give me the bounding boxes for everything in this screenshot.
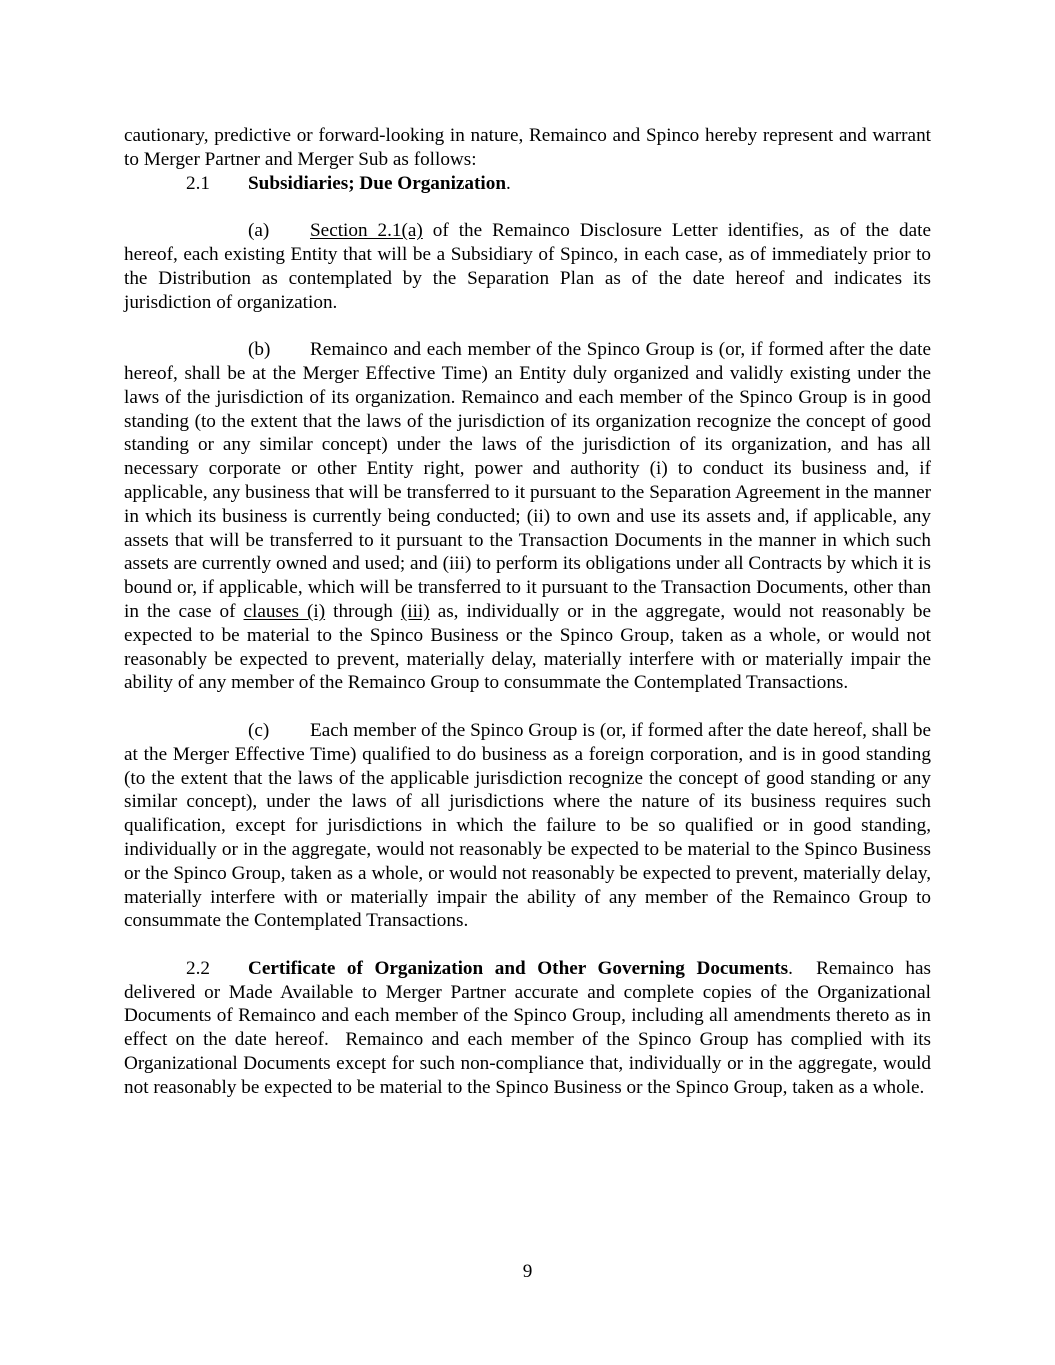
section-2-1-a-text: of the Remainco Disclosure Letter identifies, as of the date hereof, each existing Entity that will be a Subsidiary of Spinco, in each case, as of immediately prior to the Distribution as contemplated by the Separation Plan as of the date hereof and indicates its jurisdiction of organization.	[124, 220, 931, 313]
section-2-2-title-end: .	[788, 957, 793, 979]
section-2-1-c-label: (c)	[248, 719, 270, 741]
section-2-1-b-text-3: as, individually or in the aggregate, would not reasonably be expected to be material to the Spinco Business or the Spinco Group, taken as a whole, or would not reasonably be expected to prevent, materially delay, materially interfere with or materially impair the ability of any member of the Remainco Group to consummate the Contemplated Transactions.	[124, 600, 931, 694]
section-2-1-b-reference-2: (iii)	[400, 600, 430, 622]
section-2-1-number: 2.1	[186, 172, 210, 194]
section-2-2-paragraph	[124, 957, 936, 1100]
section-2-1-heading	[124, 172, 931, 196]
section-2-1-a-label: (a)	[248, 220, 270, 242]
section-2-1-a-reference: Section 2.1(a)	[310, 220, 423, 242]
section-2-1-title-end: .	[506, 172, 511, 194]
section-2-2-number: 2.2	[186, 957, 210, 979]
page-number: 9	[522, 1261, 533, 1282]
section-2-1-b-text-2: through	[325, 600, 401, 622]
section-2-1-a-paragraph	[124, 219, 931, 314]
section-2-1-b-text-1: Remainco and each member of the Spinco Group is (or, if formed after the date hereof, shall be at the Merger Effective Time) an Entity duly organized and validly existing under the laws of the jurisdiction of its organization. Remainco and each member of the Spinco Group is in good standing (to the extent that the laws of the jurisdiction of its organization recognize the concept of good standing or any similar concept) under the laws of the jurisdiction of its organization, and has all necessary corporate or other Entity right, power and authority (i) to conduct its business and, if applicable, any business that will be transferred to it pursuant to the Separation Agreement in the manner in which its business is currently being conducted; (ii) to own and use its assets and, if applicable, any assets that will be transferred to it pursuant to the Transaction Documents in the manner in which such assets are currently owned and used; and (iii) to perform its obligations under all Contracts by which it is bound or, if applicable, which will be transferred to it pursuant to the Transaction Documents, other than in the case of	[124, 339, 931, 622]
section-2-1-c-text: Each member of the Spinco Group is (or, if formed after the date hereof, shall be at the Merger Effective Time) qualified to do business as a foreign corporation, and is in good standing (to the extent that the laws of the applicable jurisdiction recognize the concept of good standing or any similar concept), under the laws of all jurisdictions where the nature of its business requires such qualification, except for jurisdictions in which the failure to be so qualified or in good standing, individually or in the aggregate, would not reasonably be expected to be material to the Spinco Business or the Spinco Group, taken as a whole, or would not reasonably be expected to prevent, materially delay, materially interfere with or materially impair the ability of any member of the Remainco Group to consummate the Contemplated Transactions.	[124, 719, 931, 932]
section-2-2-title: Certificate of Organization and Other Governing Documents	[248, 957, 789, 979]
intro-paragraph: cautionary, predictive or forward-looking in nature, Remainco and Spinco hereby represent and warrant to Merger Partner and Merger Sub as follows:	[124, 125, 931, 170]
section-2-1-c-paragraph	[124, 719, 931, 933]
section-2-2-text: Remainco has delivered or Made Available to Merger Partner accurate and complete copies of the Organizational Documents of Remainco and each member of the Spinco Group, including all amendments thereto as in effect on the date hereof. Remainco and each member of the Spinco Group has complied with its Organizational Documents except for such non-compliance that, individually or in the aggregate, would not reasonably be expected to be material to the Spinco Business or the Spinco Group, taken as a whole.	[124, 957, 936, 1098]
document-page	[124, 124, 936, 1100]
section-2-1-b-reference-1: clauses (i)	[243, 600, 326, 622]
section-2-1-title: Subsidiaries; Due Organization	[248, 172, 506, 194]
section-2-1-b-paragraph	[124, 338, 931, 695]
section-2-1-b-label: (b)	[248, 339, 271, 361]
